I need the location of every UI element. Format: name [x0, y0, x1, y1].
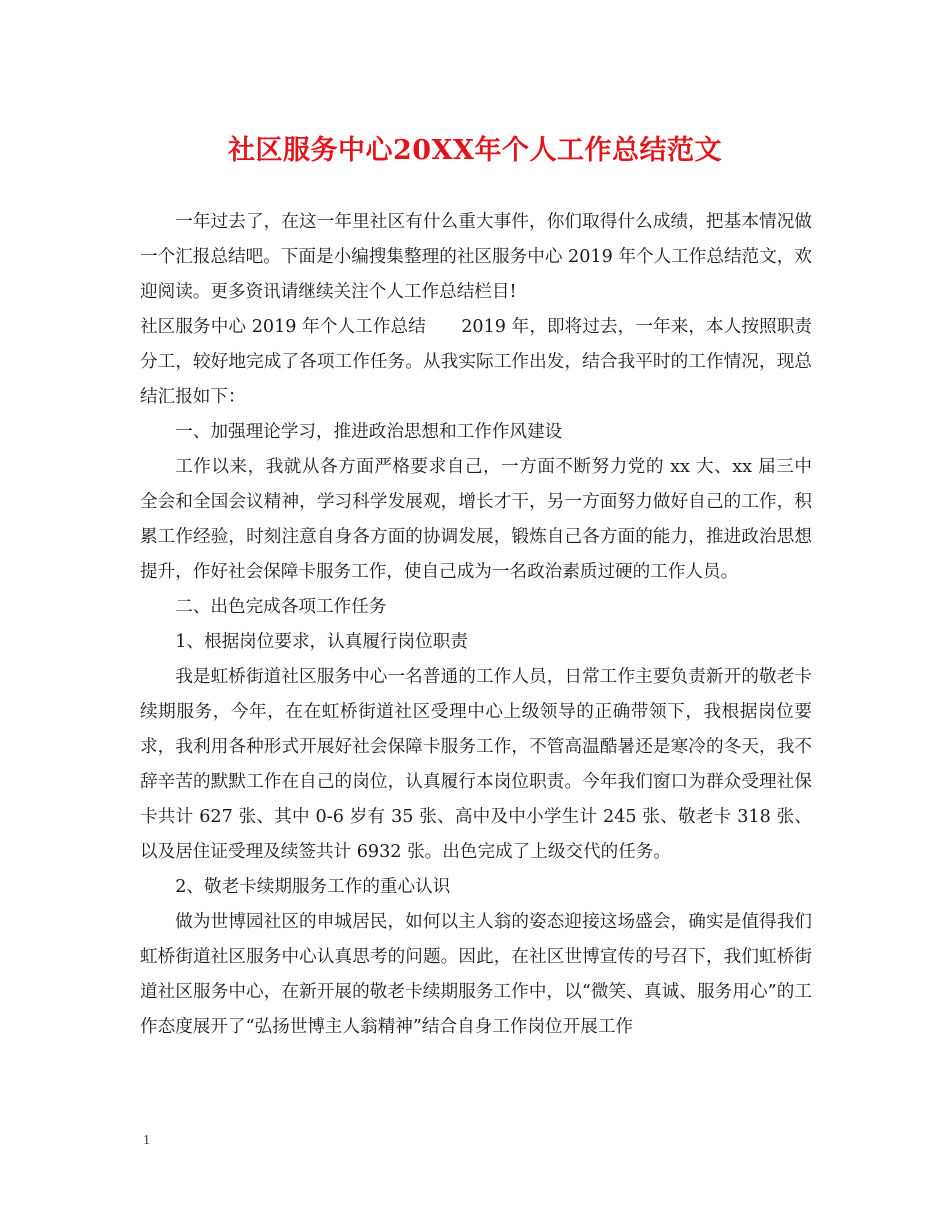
paragraph: 社区服务中心 2019 年个人工作总结 2019 年，即将过去，一年来，本人按照职责分工，较好地完成了各项工作任务。从我实际工作出发，结合我平时的工作情况，现总结汇报如下：: [140, 317, 812, 407]
document-body: [140, 205, 812, 1045]
paragraph: 一年过去了，在这一年里社区有什么重大事件，你们取得什么成绩，把基本情况做一个汇报总结吧。下面是小编搜集整理的社区服务中心 2019 年个人工作总结范文，欢迎阅读。更多资讯请继续关注个人工作总结栏目!: [140, 212, 812, 302]
document-title: 社区服务中心20XX年个人工作总结范文: [228, 135, 722, 166]
paragraph: 工作以来，我就从各方面严格要求自己，一方面不断努力党的 xx 大、xx 届三中全会和全国会议精神，学习科学发展观，增长才干，另一方面努力做好自己的工作，积累工作经验，时刻注意自身各方面的协调发展，锻炼自己各方面的能力，推进政治思想提升，作好社会保障卡服务工作，使自己成为一名政治素质过硬的工作人员。: [140, 457, 812, 582]
paragraph: 一、加强理论学习，推进政治思想和工作作风建设: [175, 422, 563, 442]
paragraph: 二、出色完成各项工作任务: [175, 597, 387, 617]
page-number: 1: [143, 1133, 150, 1148]
paragraph: 2、敬老卡续期服务工作的重心认识: [175, 877, 451, 897]
paragraph: 1、根据岗位要求，认真履行岗位职责: [175, 632, 468, 652]
paragraph: 做为世博园社区的申城居民，如何以主人翁的姿态迎接这场盛会，确实是值得我们虹桥街道社区服务中心认真思考的问题。因此，在社区世博宣传的号召下，我们虹桥街道社区服务中心，在新开展的敬老卡续期服务工作中，以“微笑、真诚、服务用心”的工作态度展开了“弘扬世博主人翁精神”结合自身工作岗位开展工作: [140, 912, 812, 1037]
paragraph: 我是虹桥街道社区服务中心一名普通的工作人员，日常工作主要负责新开的敬老卡续期服务，今年，在在虹桥街道社区受理中心上级领导的正确带领下，我根据岗位要求，我利用各种形式开展好社会保障卡服务工作，不管高温酷暑还是寒冷的冬天，我不辞辛苦的默默工作在自己的岗位，认真履行本岗位职责。今年我们窗口为群众受理社保卡共计 627 张、其中 0-6 岁有 35 张、高中及中小学生计 245 张、敬老卡 318 张、以及居住证受理及续签共计 6932 张。出色完成了上级交代的任务。: [140, 667, 812, 862]
